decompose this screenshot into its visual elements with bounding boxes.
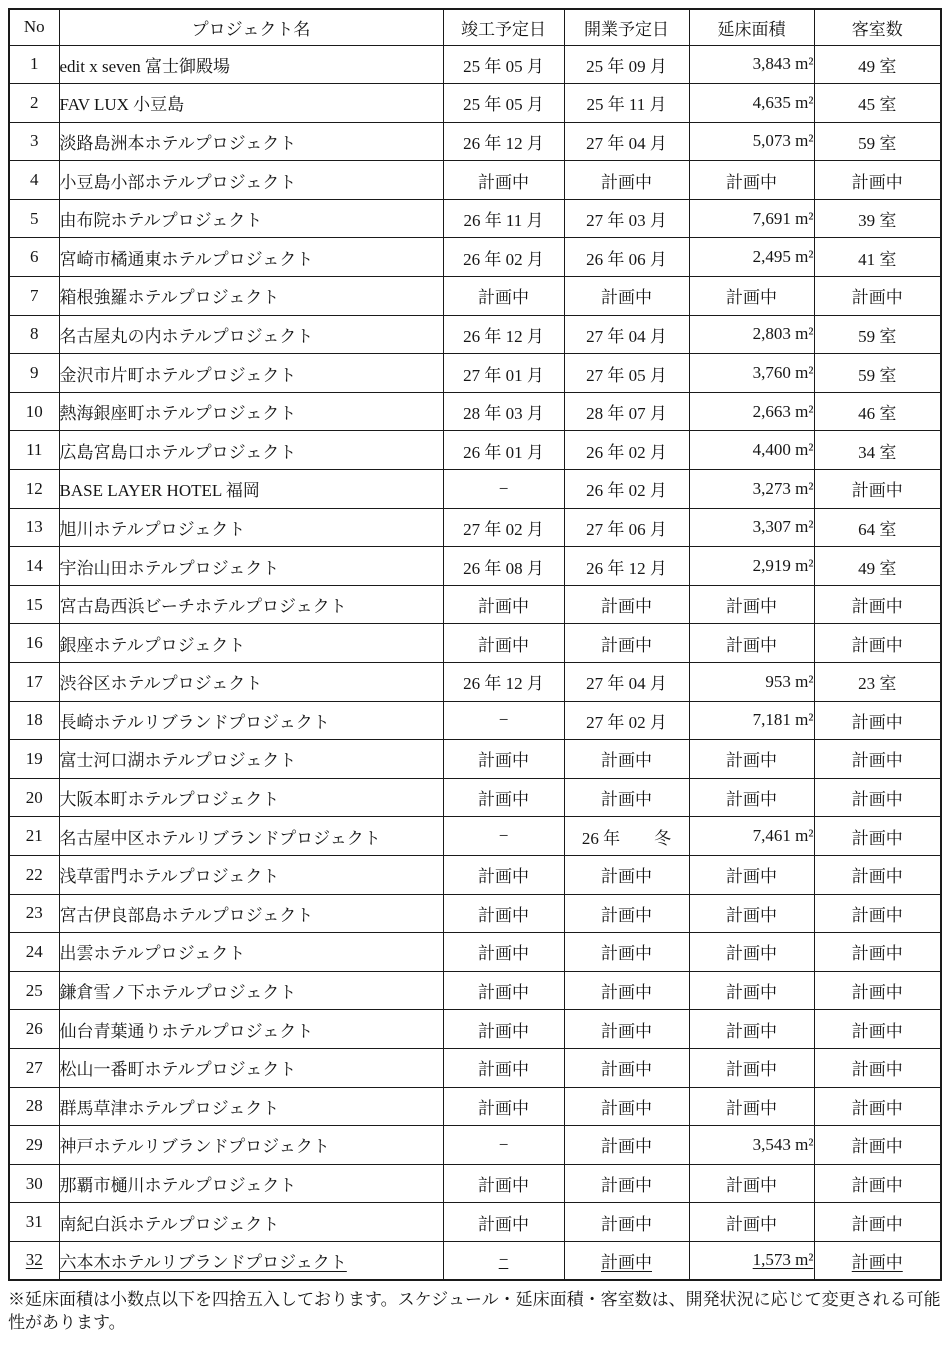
cell-floor-area: 計画中 xyxy=(689,933,814,972)
column-header-project: プロジェクト名 xyxy=(59,9,443,45)
projects-table xyxy=(8,8,942,1281)
cell-no: 3 xyxy=(9,122,59,161)
cell-room-count: 計画中 xyxy=(814,470,941,509)
table-row xyxy=(9,585,941,624)
table-row xyxy=(9,1087,941,1126)
table-row xyxy=(9,431,941,470)
cell-floor-area: 計画中 xyxy=(689,277,814,316)
cell-room-count: 34 室 xyxy=(814,431,941,470)
table-row xyxy=(9,894,941,933)
cell-project-name: 浅草雷門ホテルプロジェクト xyxy=(59,855,443,894)
cell-room-count: 計画中 xyxy=(814,740,941,779)
cell-project-name: 宇治山田ホテルプロジェクト xyxy=(59,547,443,586)
cell-floor-area: 2,919 m² xyxy=(689,547,814,586)
cell-opening-date: 計画中 xyxy=(564,1010,689,1049)
cell-floor-area: 5,073 m² xyxy=(689,122,814,161)
table-body xyxy=(9,45,941,1280)
cell-room-count: 計画中 xyxy=(814,1241,941,1280)
cell-opening-date: 計画中 xyxy=(564,277,689,316)
cell-project-name: 由布院ホテルプロジェクト xyxy=(59,199,443,238)
cell-completion-date: 計画中 xyxy=(443,1164,564,1203)
cell-floor-area: 4,400 m² xyxy=(689,431,814,470)
cell-opening-date: 27 年 02 月 xyxy=(564,701,689,740)
cell-floor-area: 3,543 m² xyxy=(689,1126,814,1165)
table-header-row xyxy=(9,9,941,45)
cell-no: 2 xyxy=(9,84,59,123)
cell-project-name: 神戸ホテルリブランドプロジェクト xyxy=(59,1126,443,1165)
cell-completion-date: 25 年 05 月 xyxy=(443,45,564,84)
cell-completion-date: 計画中 xyxy=(443,585,564,624)
cell-opening-date: 27 年 03 月 xyxy=(564,199,689,238)
cell-opening-date: 計画中 xyxy=(564,1087,689,1126)
cell-project-name: BASE LAYER HOTEL 福岡 xyxy=(59,470,443,509)
table-row xyxy=(9,238,941,277)
cell-completion-date: 26 年 11 月 xyxy=(443,199,564,238)
table-row xyxy=(9,933,941,972)
cell-opening-date: 27 年 04 月 xyxy=(564,122,689,161)
cell-no: 22 xyxy=(9,855,59,894)
cell-opening-date: 26 年 02 月 xyxy=(564,470,689,509)
cell-opening-date: 計画中 xyxy=(564,778,689,817)
cell-room-count: 計画中 xyxy=(814,1087,941,1126)
cell-room-count: 49 室 xyxy=(814,547,941,586)
cell-project-name: 南紀白浜ホテルプロジェクト xyxy=(59,1203,443,1242)
table-row xyxy=(9,740,941,779)
cell-no: 1 xyxy=(9,45,59,84)
table-row xyxy=(9,84,941,123)
cell-opening-date: 計画中 xyxy=(564,894,689,933)
cell-opening-date: 27 年 04 月 xyxy=(564,663,689,702)
table-row xyxy=(9,392,941,431)
cell-project-name: 那覇市樋川ホテルプロジェクト xyxy=(59,1164,443,1203)
cell-project-name: 六本木ホテルリブランドプロジェクト xyxy=(59,1241,443,1280)
cell-completion-date: 25 年 05 月 xyxy=(443,84,564,123)
cell-floor-area: 計画中 xyxy=(689,1048,814,1087)
cell-completion-date: 計画中 xyxy=(443,624,564,663)
cell-room-count: 計画中 xyxy=(814,1164,941,1203)
cell-no: 29 xyxy=(9,1126,59,1165)
cell-room-count: 23 室 xyxy=(814,663,941,702)
cell-no: 7 xyxy=(9,277,59,316)
table-row xyxy=(9,1048,941,1087)
cell-opening-date: 26 年 冬 xyxy=(564,817,689,856)
cell-floor-area: 7,181 m² xyxy=(689,701,814,740)
cell-floor-area: 計画中 xyxy=(689,740,814,779)
cell-no: 6 xyxy=(9,238,59,277)
cell-no: 18 xyxy=(9,701,59,740)
cell-completion-date: − xyxy=(443,701,564,740)
cell-floor-area: 計画中 xyxy=(689,1087,814,1126)
table-row xyxy=(9,1241,941,1280)
cell-room-count: 計画中 xyxy=(814,894,941,933)
cell-no: 5 xyxy=(9,199,59,238)
cell-room-count: 45 室 xyxy=(814,84,941,123)
cell-project-name: 金沢市片町ホテルプロジェクト xyxy=(59,354,443,393)
cell-completion-date: 26 年 12 月 xyxy=(443,122,564,161)
cell-room-count: 計画中 xyxy=(814,701,941,740)
cell-room-count: 41 室 xyxy=(814,238,941,277)
cell-no: 21 xyxy=(9,817,59,856)
cell-opening-date: 26 年 12 月 xyxy=(564,547,689,586)
table-row xyxy=(9,122,941,161)
cell-room-count: 計画中 xyxy=(814,161,941,200)
table-row xyxy=(9,547,941,586)
cell-room-count: 計画中 xyxy=(814,971,941,1010)
cell-project-name: 松山一番町ホテルプロジェクト xyxy=(59,1048,443,1087)
cell-project-name: 長崎ホテルリブランドプロジェクト xyxy=(59,701,443,740)
cell-opening-date: 25 年 09 月 xyxy=(564,45,689,84)
cell-project-name: 宮古島西浜ビーチホテルプロジェクト xyxy=(59,585,443,624)
cell-room-count: 計画中 xyxy=(814,1126,941,1165)
cell-project-name: 富士河口湖ホテルプロジェクト xyxy=(59,740,443,779)
cell-room-count: 計画中 xyxy=(814,817,941,856)
cell-room-count: 59 室 xyxy=(814,122,941,161)
cell-no: 31 xyxy=(9,1203,59,1242)
cell-no: 25 xyxy=(9,971,59,1010)
cell-opening-date: 計画中 xyxy=(564,1126,689,1165)
cell-opening-date: 27 年 05 月 xyxy=(564,354,689,393)
cell-floor-area: 計画中 xyxy=(689,585,814,624)
cell-completion-date: 計画中 xyxy=(443,740,564,779)
cell-completion-date: − xyxy=(443,1126,564,1165)
cell-project-name: 出雲ホテルプロジェクト xyxy=(59,933,443,972)
cell-no: 30 xyxy=(9,1164,59,1203)
table-row xyxy=(9,624,941,663)
cell-opening-date: 計画中 xyxy=(564,971,689,1010)
cell-opening-date: 計画中 xyxy=(564,161,689,200)
cell-opening-date: 計画中 xyxy=(564,1241,689,1280)
table-row xyxy=(9,161,941,200)
cell-completion-date: 26 年 02 月 xyxy=(443,238,564,277)
column-header-no: No xyxy=(9,9,59,45)
cell-project-name: 大阪本町ホテルプロジェクト xyxy=(59,778,443,817)
cell-room-count: 59 室 xyxy=(814,354,941,393)
cell-floor-area: 1,573 m² xyxy=(689,1241,814,1280)
cell-no: 14 xyxy=(9,547,59,586)
cell-no: 27 xyxy=(9,1048,59,1087)
cell-room-count: 計画中 xyxy=(814,624,941,663)
cell-completion-date: 計画中 xyxy=(443,894,564,933)
cell-no: 4 xyxy=(9,161,59,200)
cell-no: 9 xyxy=(9,354,59,393)
cell-no: 28 xyxy=(9,1087,59,1126)
cell-room-count: 59 室 xyxy=(814,315,941,354)
cell-completion-date: 27 年 01 月 xyxy=(443,354,564,393)
cell-floor-area: 計画中 xyxy=(689,894,814,933)
cell-floor-area: 953 m² xyxy=(689,663,814,702)
cell-completion-date: − xyxy=(443,817,564,856)
cell-opening-date: 27 年 04 月 xyxy=(564,315,689,354)
cell-room-count: 計画中 xyxy=(814,933,941,972)
footnote: ※延床面積は小数点以下を四捨五入しております。スケジュール・延床面積・客室数は、開発状況に応じて変更される可能性があります。 xyxy=(8,1290,941,1332)
cell-floor-area: 3,273 m² xyxy=(689,470,814,509)
cell-room-count: 計画中 xyxy=(814,1010,941,1049)
cell-floor-area: 7,691 m² xyxy=(689,199,814,238)
cell-floor-area: 2,803 m² xyxy=(689,315,814,354)
cell-no: 24 xyxy=(9,933,59,972)
cell-no: 11 xyxy=(9,431,59,470)
cell-room-count: 46 室 xyxy=(814,392,941,431)
cell-floor-area: 計画中 xyxy=(689,161,814,200)
table-row xyxy=(9,315,941,354)
cell-no: 8 xyxy=(9,315,59,354)
cell-opening-date: 計画中 xyxy=(564,740,689,779)
table-row xyxy=(9,277,941,316)
cell-project-name: 仙台青葉通りホテルプロジェクト xyxy=(59,1010,443,1049)
cell-no: 23 xyxy=(9,894,59,933)
cell-completion-date: 計画中 xyxy=(443,1010,564,1049)
cell-opening-date: 計画中 xyxy=(564,624,689,663)
cell-opening-date: 27 年 06 月 xyxy=(564,508,689,547)
cell-floor-area: 計画中 xyxy=(689,855,814,894)
column-header-rooms: 客室数 xyxy=(814,9,941,45)
cell-no: 16 xyxy=(9,624,59,663)
cell-room-count: 計画中 xyxy=(814,855,941,894)
cell-no: 17 xyxy=(9,663,59,702)
cell-floor-area: 計画中 xyxy=(689,624,814,663)
table-row xyxy=(9,855,941,894)
cell-no: 19 xyxy=(9,740,59,779)
cell-project-name: 宮古伊良部島ホテルプロジェクト xyxy=(59,894,443,933)
cell-completion-date: 計画中 xyxy=(443,933,564,972)
table-row xyxy=(9,199,941,238)
cell-completion-date: 計画中 xyxy=(443,778,564,817)
page xyxy=(0,8,948,1350)
cell-project-name: FAV LUX 小豆島 xyxy=(59,84,443,123)
cell-project-name: 群馬草津ホテルプロジェクト xyxy=(59,1087,443,1126)
column-header-completion: 竣工予定日 xyxy=(443,9,564,45)
table-row xyxy=(9,663,941,702)
cell-project-name: 名古屋丸の内ホテルプロジェクト xyxy=(59,315,443,354)
cell-opening-date: 計画中 xyxy=(564,1203,689,1242)
cell-no: 13 xyxy=(9,508,59,547)
cell-opening-date: 26 年 06 月 xyxy=(564,238,689,277)
cell-project-name: 銀座ホテルプロジェクト xyxy=(59,624,443,663)
cell-project-name: 宮崎市橘通東ホテルプロジェクト xyxy=(59,238,443,277)
cell-project-name: 箱根強羅ホテルプロジェクト xyxy=(59,277,443,316)
cell-room-count: 64 室 xyxy=(814,508,941,547)
cell-completion-date: 計画中 xyxy=(443,277,564,316)
cell-completion-date: 26 年 01 月 xyxy=(443,431,564,470)
cell-opening-date: 25 年 11 月 xyxy=(564,84,689,123)
cell-opening-date: 計画中 xyxy=(564,1164,689,1203)
cell-floor-area: 計画中 xyxy=(689,1164,814,1203)
cell-room-count: 49 室 xyxy=(814,45,941,84)
cell-completion-date: 27 年 02 月 xyxy=(443,508,564,547)
cell-project-name: edit x seven 富士御殿場 xyxy=(59,45,443,84)
cell-completion-date: − xyxy=(443,1241,564,1280)
table-row xyxy=(9,470,941,509)
cell-completion-date: 28 年 03 月 xyxy=(443,392,564,431)
table-row xyxy=(9,1164,941,1203)
cell-project-name: 鎌倉雪ノ下ホテルプロジェクト xyxy=(59,971,443,1010)
table-row xyxy=(9,971,941,1010)
cell-project-name: 旭川ホテルプロジェクト xyxy=(59,508,443,547)
cell-opening-date: 計画中 xyxy=(564,585,689,624)
table-row xyxy=(9,1203,941,1242)
table-row xyxy=(9,817,941,856)
column-header-opening: 開業予定日 xyxy=(564,9,689,45)
cell-floor-area: 3,843 m² xyxy=(689,45,814,84)
table-row xyxy=(9,508,941,547)
table-row xyxy=(9,354,941,393)
cell-completion-date: 計画中 xyxy=(443,971,564,1010)
cell-completion-date: 26 年 08 月 xyxy=(443,547,564,586)
cell-project-name: 名古屋中区ホテルリブランドプロジェクト xyxy=(59,817,443,856)
cell-opening-date: 28 年 07 月 xyxy=(564,392,689,431)
table-row xyxy=(9,1010,941,1049)
cell-room-count: 計画中 xyxy=(814,1203,941,1242)
cell-no: 12 xyxy=(9,470,59,509)
table-row xyxy=(9,1126,941,1165)
cell-no: 32 xyxy=(9,1241,59,1280)
cell-completion-date: − xyxy=(443,470,564,509)
cell-room-count: 計画中 xyxy=(814,1048,941,1087)
cell-floor-area: 計画中 xyxy=(689,778,814,817)
cell-room-count: 計画中 xyxy=(814,277,941,316)
cell-opening-date: 26 年 02 月 xyxy=(564,431,689,470)
cell-room-count: 39 室 xyxy=(814,199,941,238)
cell-floor-area: 4,635 m² xyxy=(689,84,814,123)
column-header-floor-area: 延床面積 xyxy=(689,9,814,45)
cell-project-name: 熱海銀座町ホテルプロジェクト xyxy=(59,392,443,431)
cell-floor-area: 計画中 xyxy=(689,971,814,1010)
cell-floor-area: 3,760 m² xyxy=(689,354,814,393)
cell-room-count: 計画中 xyxy=(814,585,941,624)
cell-project-name: 小豆島小部ホテルプロジェクト xyxy=(59,161,443,200)
cell-no: 20 xyxy=(9,778,59,817)
cell-floor-area: 2,495 m² xyxy=(689,238,814,277)
cell-floor-area: 計画中 xyxy=(689,1203,814,1242)
cell-opening-date: 計画中 xyxy=(564,855,689,894)
cell-no: 10 xyxy=(9,392,59,431)
cell-opening-date: 計画中 xyxy=(564,1048,689,1087)
cell-no: 26 xyxy=(9,1010,59,1049)
cell-project-name: 渋谷区ホテルプロジェクト xyxy=(59,663,443,702)
cell-floor-area: 7,461 m² xyxy=(689,817,814,856)
table-row xyxy=(9,701,941,740)
cell-completion-date: 26 年 12 月 xyxy=(443,315,564,354)
cell-completion-date: 計画中 xyxy=(443,1203,564,1242)
cell-floor-area: 2,663 m² xyxy=(689,392,814,431)
cell-completion-date: 計画中 xyxy=(443,855,564,894)
cell-completion-date: 計画中 xyxy=(443,1087,564,1126)
table-row xyxy=(9,778,941,817)
cell-floor-area: 3,307 m² xyxy=(689,508,814,547)
cell-project-name: 広島宮島口ホテルプロジェクト xyxy=(59,431,443,470)
cell-no: 15 xyxy=(9,585,59,624)
cell-room-count: 計画中 xyxy=(814,778,941,817)
cell-completion-date: 計画中 xyxy=(443,161,564,200)
cell-opening-date: 計画中 xyxy=(564,933,689,972)
cell-completion-date: 26 年 12 月 xyxy=(443,663,564,702)
cell-project-name: 淡路島洲本ホテルプロジェクト xyxy=(59,122,443,161)
table-row xyxy=(9,45,941,84)
cell-floor-area: 計画中 xyxy=(689,1010,814,1049)
cell-completion-date: 計画中 xyxy=(443,1048,564,1087)
